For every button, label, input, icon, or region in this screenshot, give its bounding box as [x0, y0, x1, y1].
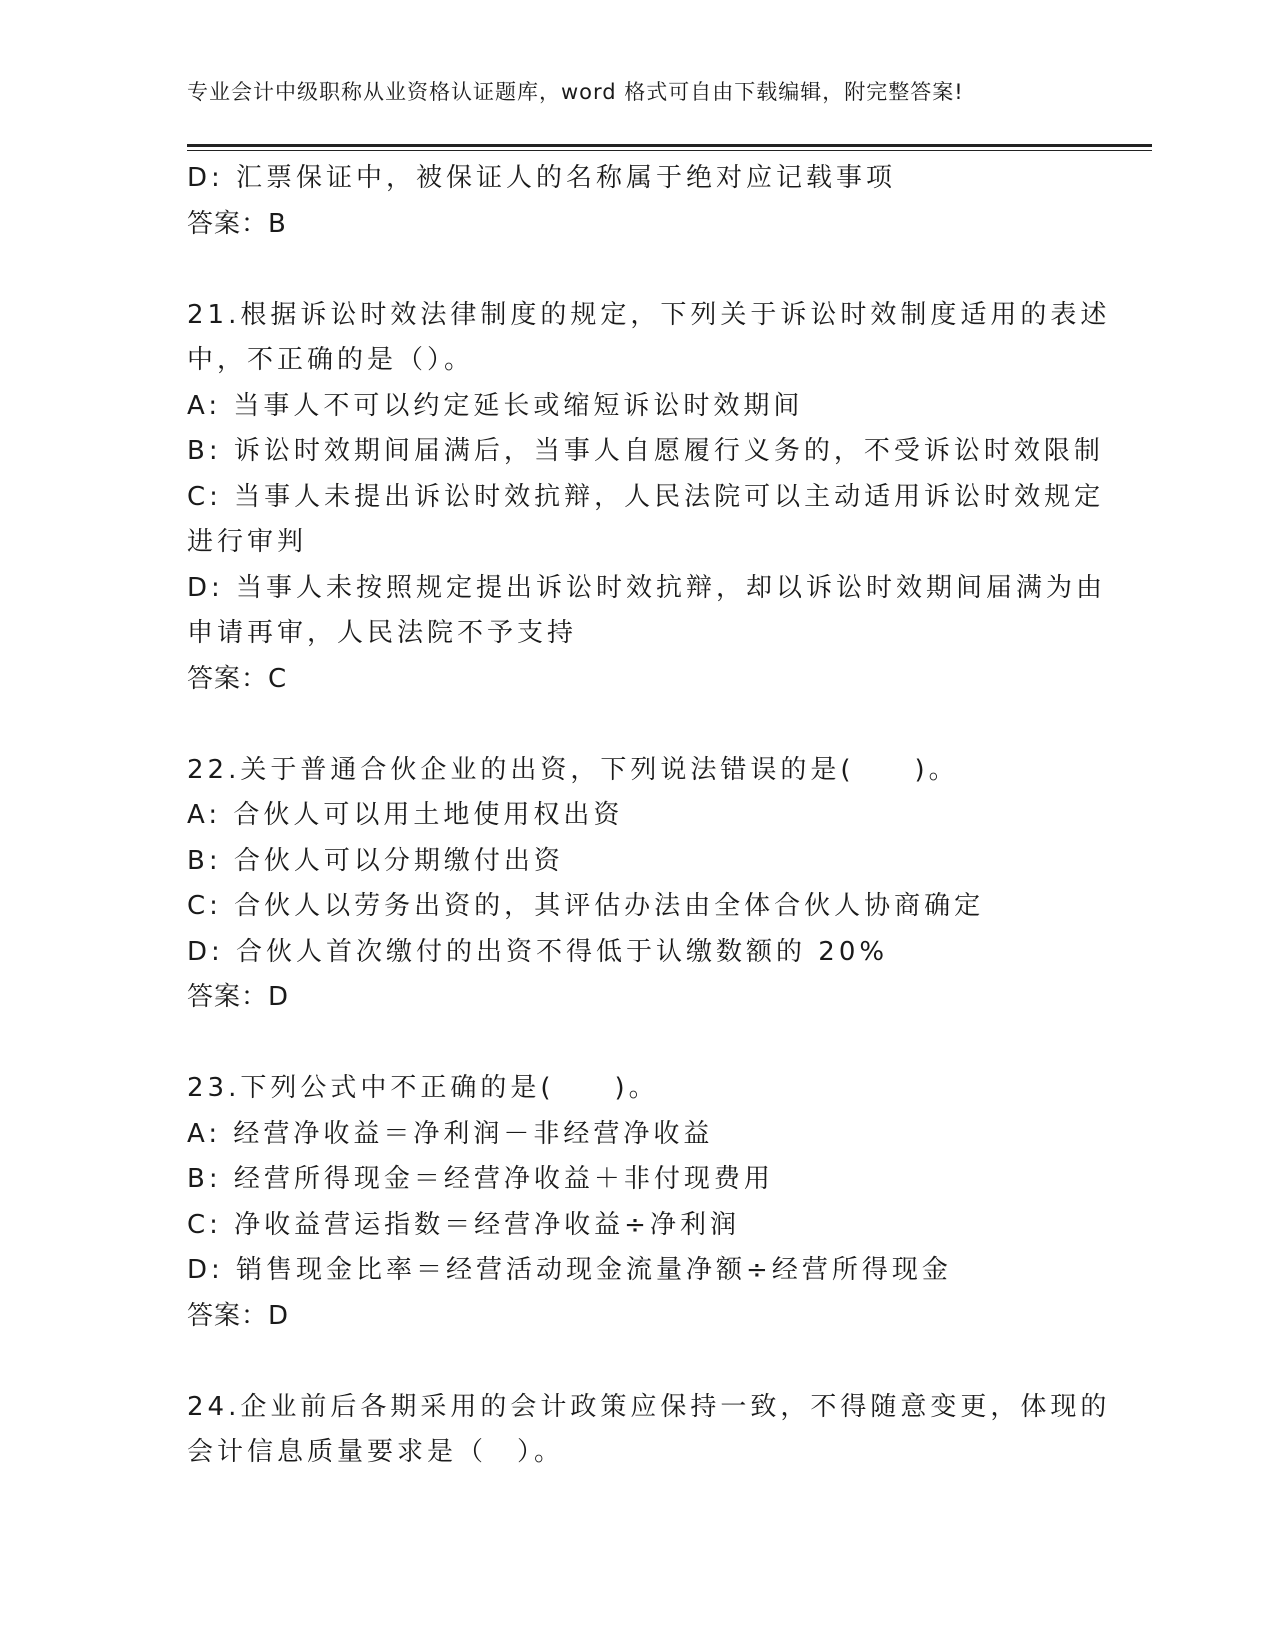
q24-stem-line-2: 会计信息质量要求是（ ）。: [187, 1437, 565, 1467]
q21-option-c-line-2: 进行审判: [187, 527, 308, 557]
q23-option-b: B: 经营所得现金＝经营净收益＋非付现费用: [187, 1164, 774, 1194]
prev-option-d: D: 汇票保证中，被保证人的名称属于绝对应记载事项: [187, 163, 897, 193]
q21-stem-line-1: 21.根据诉讼时效法律制度的规定，下列关于诉讼时效制度适用的表述: [187, 299, 1111, 330]
header-divider-thin: [187, 150, 1152, 151]
spacer: [187, 702, 1087, 748]
q21-option-d-line-2: 申请再审，人民法院不予支持: [187, 618, 578, 648]
q21-option-b: B: 诉讼时效期间届满后，当事人自愿履行义务的，不受诉讼时效限制: [187, 436, 1104, 466]
page-header: 专业会计中级职称从业资格认证题库，word 格式可自由下载编辑，附完整答案!: [187, 80, 964, 104]
q23-stem: 23.下列公式中不正确的是( )。: [187, 1073, 659, 1103]
q22-option-d: D: 合伙人首次缴付的出资不得低于认缴数额的 20%: [187, 936, 889, 967]
q22-option-c: C: 合伙人以劳务出资的，其评估办法由全体合伙人协商确定: [187, 891, 985, 921]
q22-option-a: A: 合伙人可以用土地使用权出资: [187, 800, 624, 830]
q23-option-c: C: 净收益营运指数＝经营净收益÷净利润: [187, 1209, 740, 1240]
prev-answer: 答案：B: [187, 208, 287, 239]
question-list: [187, 156, 1111, 1476]
header-divider-thick: [187, 144, 1152, 147]
spacer: [187, 247, 1087, 293]
q22-answer: 答案：D: [187, 982, 290, 1012]
q23-answer: 答案：D: [187, 1300, 290, 1331]
q24-stem-line-1: 24.企业前后各期采用的会计政策应保持一致，不得随意变更，体现的: [187, 1391, 1111, 1422]
q23-option-d: D: 销售现金比率＝经营活动现金流量净额÷经营所得现金: [187, 1255, 952, 1285]
q23-option-a: A: 经营净收益＝净利润－非经营净收益: [187, 1118, 714, 1149]
q21-answer: 答案：C: [187, 663, 288, 694]
q22-stem: 22.关于普通合伙企业的出资，下列说法错误的是( )。: [187, 754, 959, 785]
spacer: [187, 1339, 1087, 1385]
q21-option-a: A: 当事人不可以约定延长或缩短诉讼时效期间: [187, 390, 804, 421]
q21-stem-line-2: 中，不正确的是（）。: [187, 345, 475, 375]
q21-option-c-line-1: C: 当事人未提出诉讼时效抗辩，人民法院可以主动适用诉讼时效规定: [187, 481, 1105, 512]
spacer: [187, 1021, 1087, 1067]
q22-option-b: B: 合伙人可以分期缴付出资: [187, 845, 564, 876]
q21-option-d-line-1: D: 当事人未按照规定提出诉讼时效抗辩，却以诉讼时效期间届满为由: [187, 572, 1107, 603]
